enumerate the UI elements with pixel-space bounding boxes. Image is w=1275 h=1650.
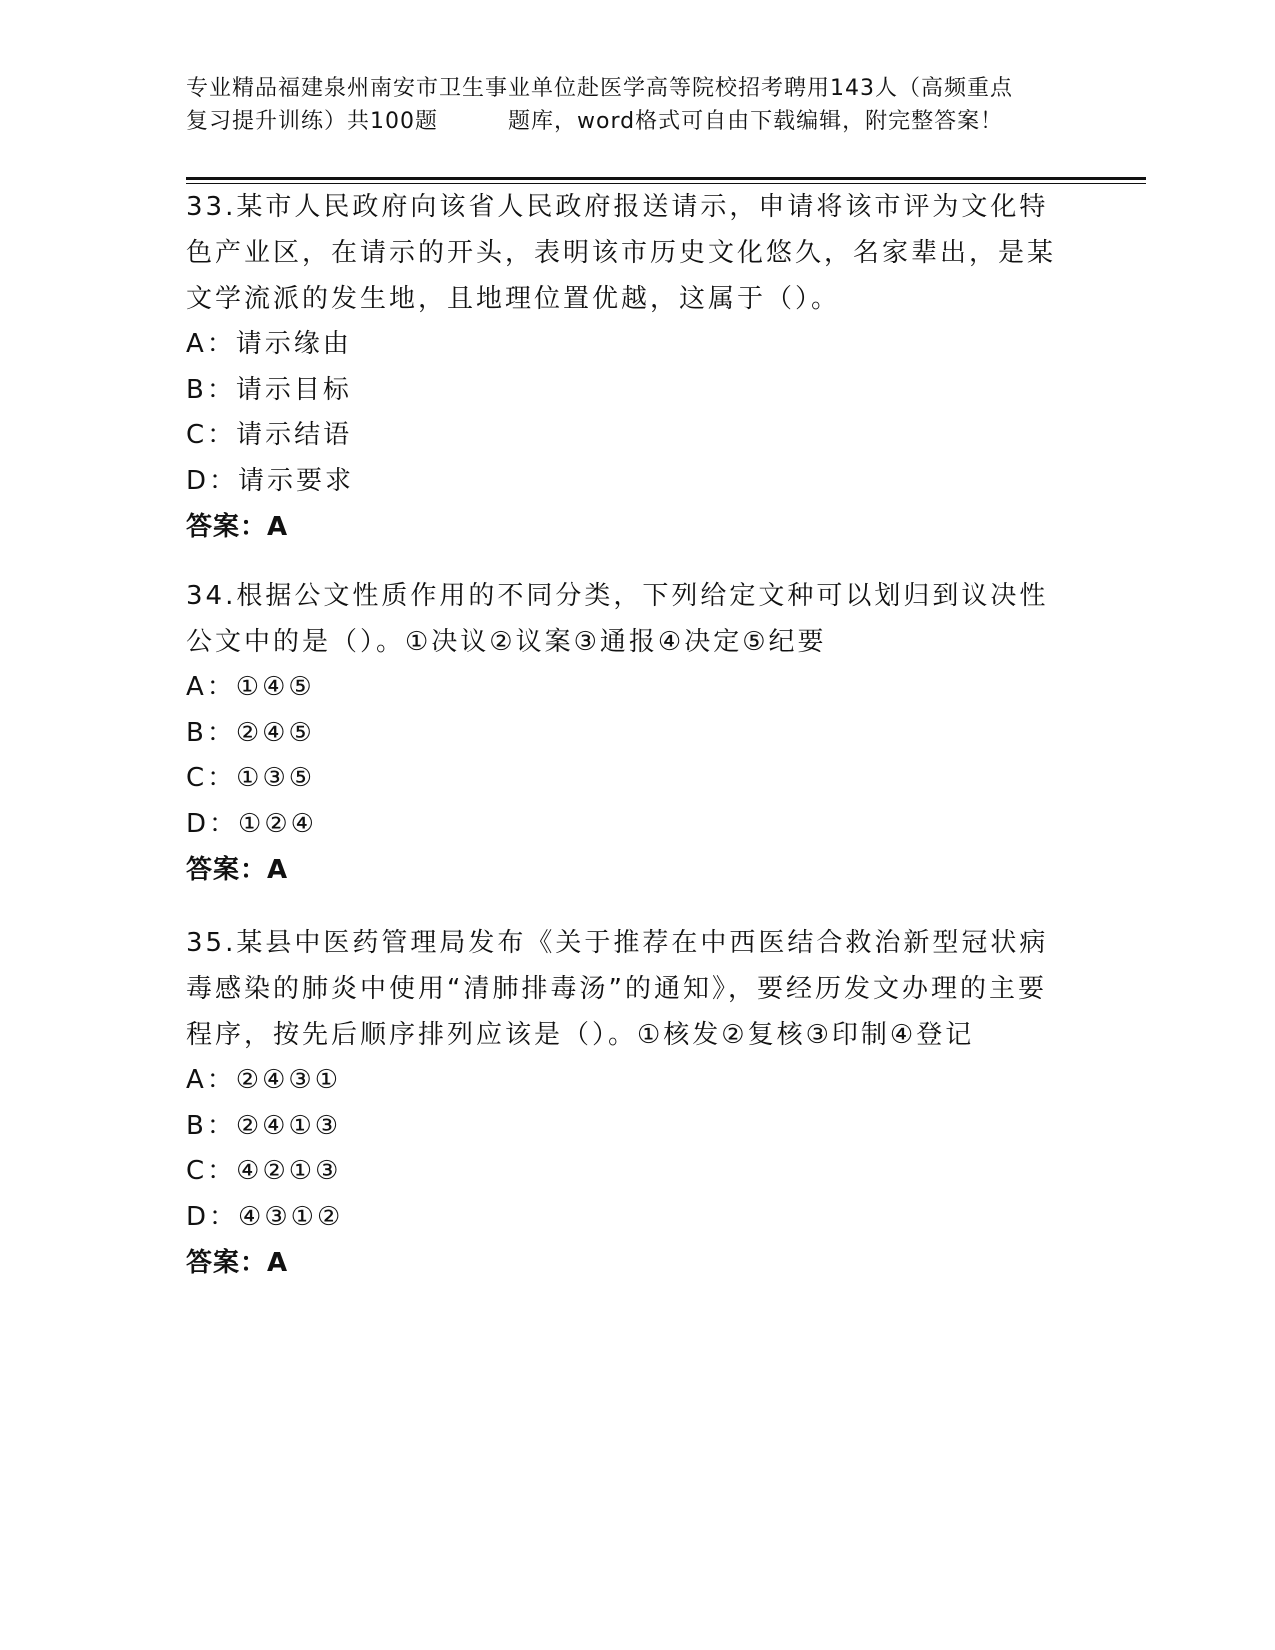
option-a: A：②④③① [186, 1065, 342, 1095]
page-header [186, 72, 1086, 138]
option-b: B：②④①③ [186, 1110, 342, 1141]
option-a: A：①④⑤ [186, 672, 315, 702]
option-d: D：①②④ [186, 808, 317, 839]
option-d: D：④③①② [186, 1201, 344, 1232]
question-stem: 35.某县中医药管理局发布《关于推荐在中西医结合救治新型冠状病毒感染的肺炎中使用“清肺排毒汤”的通知》，要经历发文办理的主要程序，按先后顺序排列应该是（）。①核发②复核③印制④登记 [186, 928, 1049, 1050]
header-line-2-left: 复习提升训练）共100题 [186, 109, 438, 134]
header-line-2 [186, 105, 1086, 138]
option-a: A：请示缘由 [186, 329, 352, 359]
answer: 答案：A [186, 1248, 289, 1278]
option-c: C：请示结语 [186, 420, 353, 450]
question-stem: 34.根据公文性质作用的不同分类，下列给定文种可以划归到议决性公文中的是（）。①决议②议案③通报④决定⑤纪要 [186, 581, 1049, 657]
header-divider-thick [186, 177, 1146, 180]
answer: 答案：A [186, 855, 289, 885]
option-b: B：请示目标 [186, 374, 352, 405]
option-b: B：②④⑤ [186, 717, 315, 748]
option-d: D：请示要求 [186, 465, 355, 496]
question-33 [186, 184, 1066, 550]
question-34 [186, 573, 1066, 893]
answer: 答案：A [186, 512, 289, 542]
header-line-2-right: 题库，word格式可自由下载编辑，附完整答案！ [508, 109, 1004, 134]
question-stem: 33.某市人民政府向该省人民政府报送请示，申请将该市评为文化特色产业区，在请示的开头，表明该市历史文化悠久，名家辈出，是某文学流派的发生地，且地理位置优越，这属于（）。 [186, 192, 1057, 314]
header-line-1: 专业精品福建泉州南安市卫生事业单位赴医学高等院校招考聘用143人（高频重点 [186, 76, 1013, 101]
question-35 [186, 920, 1066, 1286]
option-c: C：①③⑤ [186, 763, 316, 793]
option-c: C：④②①③ [186, 1156, 342, 1186]
